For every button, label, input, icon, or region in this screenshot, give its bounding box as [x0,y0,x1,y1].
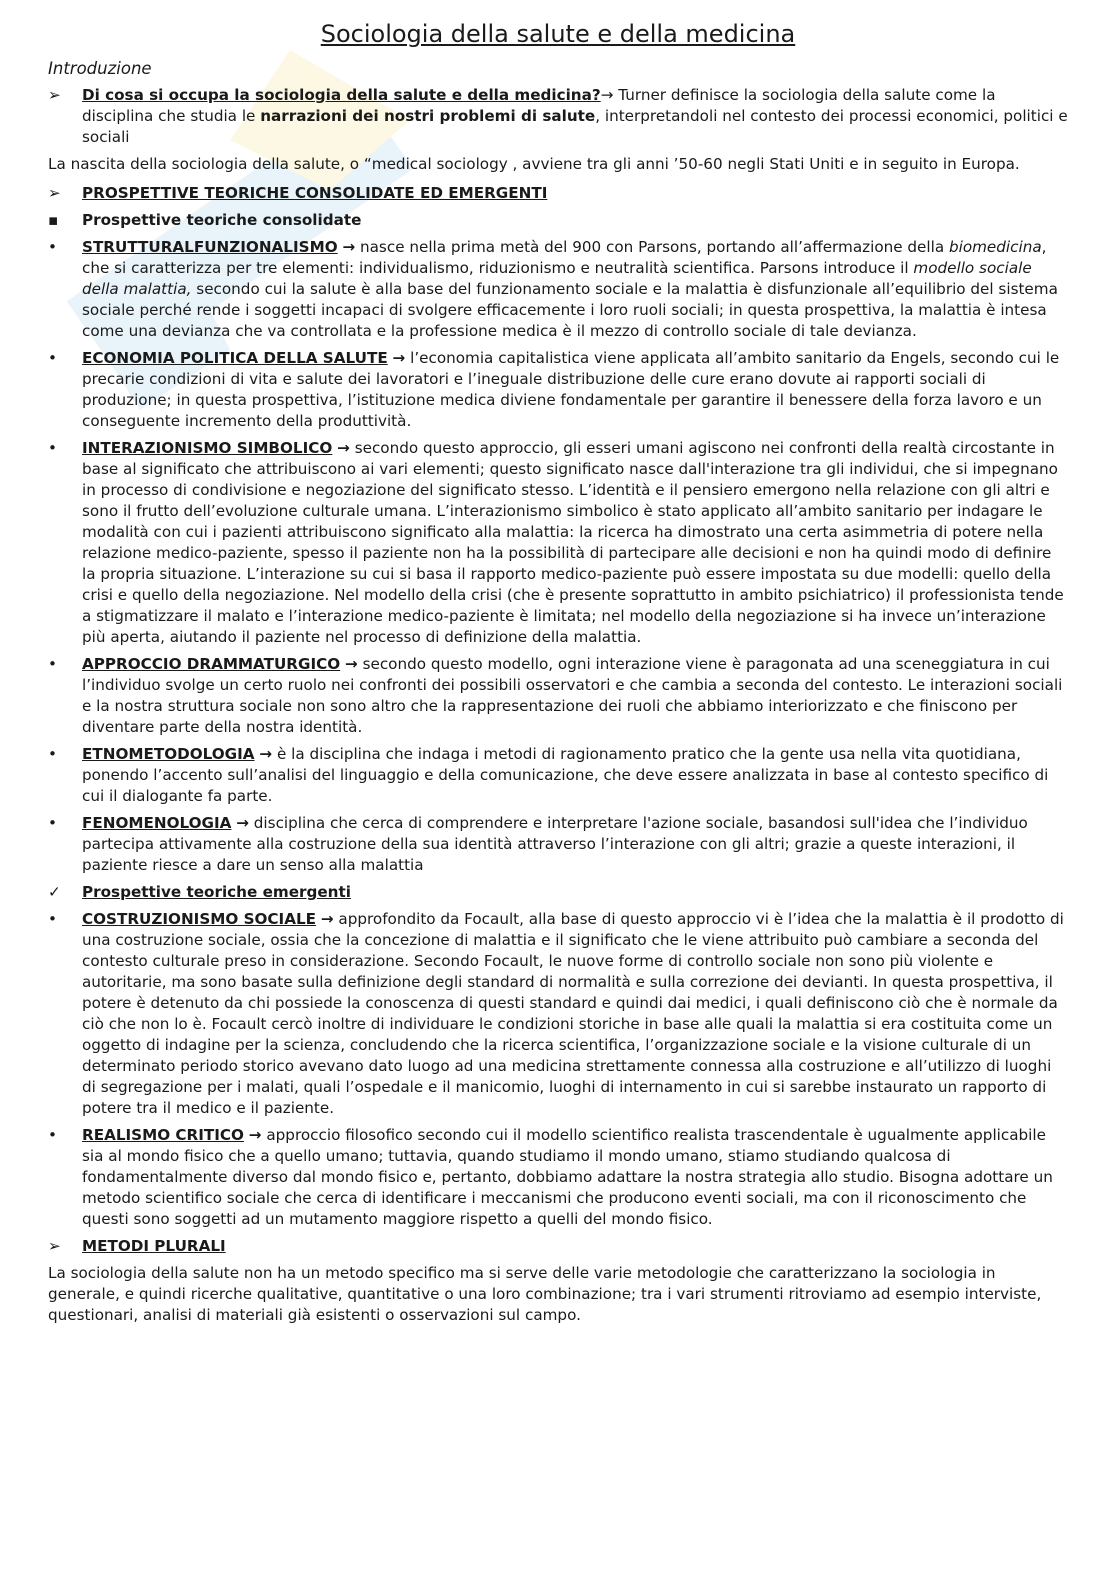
birth-paragraph: La nascita della sociologia della salute, o “medical sociology , avviene tra gli anni ’50-60 negli Stati Uniti e in seguito in Europa. [48,155,1020,173]
section-heading-metodi [48,1236,1068,1257]
bullet-icon: • [48,745,57,763]
bullet-icon: • [48,349,57,367]
document-title: Sociologia della salute e della medicina [320,20,796,48]
list-item-interazionismo [48,438,1068,648]
arrow-icon: → [392,349,406,367]
item-text: secondo questo modello, ogni interazione viene è paragonata ad una sceneggiatura in cui l’individuo svolge un certo ruolo nei confronti dei possibili osservatori e che cambia a seconda del contesto. Le interazioni sociali e la nostra struttura sociale non sono altro che la rappresentazione dei ruoli che abbiamo interiorizzato e che finiscono per diventare parte della nostra identità. [82,655,1063,736]
square-bullet-icon: ▪ [48,211,59,229]
subsection-title: Prospettive teoriche consolidate [82,211,362,229]
item-text: , che si caratterizza per tre elementi: individualismo, riduzionismo e neutralità scientifica. Parsons introduce il [82,238,1047,277]
item-italic-text: modello sociale della malattia, [82,259,1032,298]
arrow-icon: → [342,238,356,256]
question-heading: Di cosa si occupa la sociologia della salute e della medicina? [82,86,601,104]
item-text: approccio filosofico secondo cui il modello scientifico realista trascendentale è ugualmente applicabile sia al mondo fisico che a quello umano; tuttavia, quando studiamo il mondo umano, stiamo studiando qualcosa di fondamentalmente diverso dal mondo fisico e, pertanto, dobbiamo adattare la nostra strategia allo studio. Bisogna adottare un metodo scientifico sociale che cerca di identificare i meccanismi che producono eventi sociali, ma con il riconoscimento che questi sono soggetti ad un mutamento maggiore rispetto a quelli del mondo fisico. [82,1126,1053,1228]
item-text: secondo questo approccio, gli esseri umani agiscono nei confronti della realtà circostante in base al significato che attribuiscono ai vari elementi; questo significato nasce dall'interazione tra gli individui, che si impegnano in processo di condivisione e negoziazione del significato stesso. L’identità e il pensiero emergono nella relazione con gli altri e sono il frutto dell’evoluzione culturale umana. L’interazionismo simbolico è stato applicato all’ambito sanitario per indagare le modalità con cui i pazienti attribuiscono significato alla malattia: la ricerca ha dimostrato una certa asimmetria di potere nella relazione medico-paziente, spesso il paziente non ha la possibilità di partecipare alle decisioni e non ha quindi modo di definire la propria situazione. L’interazione su cui si basa il rapporto medico-paziente può essere impostata su due modelli: quello della crisi e quello della negoziazione. Nel modello della crisi (che è presente soprattutto in ambito psichiatrico) il professionista tende a stigmatizzare il malato e l’interazione medico-paziente è limitata; nel modello della negoziazione si ha invece un’interazione più aperta, aiutando il paziente nel processo di definizione della malattia. [82,439,1064,646]
item-heading: REALISMO CRITICO [82,1126,244,1144]
arrow-icon: → [248,1126,262,1144]
arrow-icon: → [337,439,350,457]
item-text: secondo cui la salute è alla base del funzionamento sociale e la malattia è disfunzionale all’equilibrio del sistema sociale perché rende i soggetti incapaci di svolgere efficacemente i loro ruoli sociali; in questa prospettiva, la malattia è intesa come una devianza che va controllata e la professione medica è il mezzo di controllo sociale di tale devianza. [82,280,1058,340]
question-text: Turner definisce la sociologia della salute come la disciplina che studia le [82,86,996,125]
arrow-icon: → [236,814,249,832]
item-text: disciplina che cerca di comprendere e interpretare l'azione sociale, basandosi sull'idea che l’individuo partecipa attivamente alla costruzione della sua identità attraverso l’interazione con gli altri; grazie a queste interazioni, il paziente riesce a dare un senso alla malattia [82,814,1028,874]
list-item-drammaturgico [48,654,1068,738]
section-title: PROSPETTIVE TEORICHE CONSOLIDATE ED EMERGENTI [82,184,548,202]
bullet-icon: • [48,238,57,256]
metodi-paragraph: La sociologia della salute non ha un metodo specifico ma si serve delle varie metodologie che caratterizzano la sociologia in generale, e quindi ricerche qualitative, quantitative o una loro combinazione; tra i vari strumenti ritroviamo ad esempio interviste, questionari, analisi di materiali già esistenti o osservazioni sul campo. [48,1264,1042,1324]
subsection-emergenti [48,882,1068,903]
item-heading: INTERAZIONISMO SIMBOLICO [82,439,333,457]
list-item-etnometodologia [48,744,1068,807]
list-item-strutturalfunzionalismo [48,237,1068,342]
item-heading: ETNOMETODOLOGIA [82,745,255,763]
arrowhead-bullet-icon: ➢ [48,1237,61,1255]
item-heading: ECONOMIA POLITICA DELLA SALUTE [82,349,388,367]
arrow-icon: → [600,86,614,104]
arrow-icon: → [345,655,358,673]
subsection-title: Prospettive teoriche emergenti [82,883,351,901]
item-heading: STRUTTURALFUNZIONALISMO [82,238,338,256]
item-text: è la disciplina che indaga i metodi di ragionamento pratico che la gente usa nella vita quotidiana, ponendo l’accento sull’analisi del linguaggio e della comunicazione, che deve essere analizzata in base al contesto specifico di cui il dialogante fa parte. [82,745,1049,805]
bullet-icon: • [48,439,57,457]
bullet-icon: • [48,910,57,928]
question-text-end: , interpretandoli nel contesto dei processi economici, politici e sociali [82,107,1068,146]
subsection-consolidate [48,210,1068,231]
item-text: l’economia capitalistica viene applicata all’ambito sanitario da Engels, secondo cui le precarie condizioni di vita e salute dei lavoratori e l’ineguale distribuzione delle cure erano dovute ai rapporti sociali di produzione; in questa prospettiva, l’istituzione medica diviene fondamentale per garantire il benessere della forza lavoro e un conseguente incremento della produttività. [82,349,1060,430]
item-heading: APPROCCIO DRAMMATURGICO [82,655,341,673]
item-heading: FENOMENOLOGIA [82,814,232,832]
item-text: nasce nella prima metà del 900 con Parsons, portando all’affermazione della [355,238,949,256]
item-text: approfondito da Focault, alla base di questo approccio vi è l’idea che la malattia è il prodotto di una costruzione sociale, ossia che la concezione di malattia e il significato che le viene attribuito può cambiare a seconda del contesto culturale preso in considerazione. Secondo Focault, le nuove forme di controllo sociale non sono più violente e autoritarie, ma sono basate sulla definizione degli standard di normalità e sulla correzione dei devianti. In questa prospettiva, il potere è detenuto da chi possiede la conoscenza di questi standard e quindi dai medici, i quali definiscono ciò che è normale da ciò che non lo è. Focault cercò inoltre di individuare le condizioni storiche in base alle quali la malattia si era costituita come un oggetto di indagine per la scienza, concludendo che la ricerca scientifica, l’organizzazione sociale e la visione culturale di un determinato periodo storico avevano dato luogo ad una medicina strettamente connessa alla costruzione e all’utilizzo di luoghi di segregazione per i malati, quali l’ospedale e il manicomio, luoghi di internamento in cui si sarebbe instaurato un rapporto di potere tra il medico e il paziente. [82,910,1064,1117]
item-heading: COSTRUZIONISMO SOCIALE [82,910,317,928]
list-item-economia [48,348,1068,432]
section-title: METODI PLURALI [82,1237,226,1255]
question-bold-text: narrazioni dei nostri problemi di salute [260,107,596,125]
arrow-icon: → [259,745,273,763]
list-item-realismo [48,1125,1068,1230]
list-item-costruzionismo [48,909,1068,1119]
arrowhead-bullet-icon: ➢ [48,86,61,104]
bullet-icon: • [48,814,57,832]
bullet-icon: • [48,1126,57,1144]
section-heading-prospettive [48,183,1068,204]
bullet-icon: • [48,655,57,673]
item-italic-text: biomedicina [948,238,1042,256]
arrowhead-bullet-icon: ➢ [48,184,61,202]
list-item-fenomenologia [48,813,1068,876]
document-page [48,18,1068,1334]
arrow-icon: → [320,910,334,928]
check-bullet-icon: ✓ [48,883,61,901]
intro-heading: Introduzione [48,59,152,78]
list-item-question [48,85,1068,148]
